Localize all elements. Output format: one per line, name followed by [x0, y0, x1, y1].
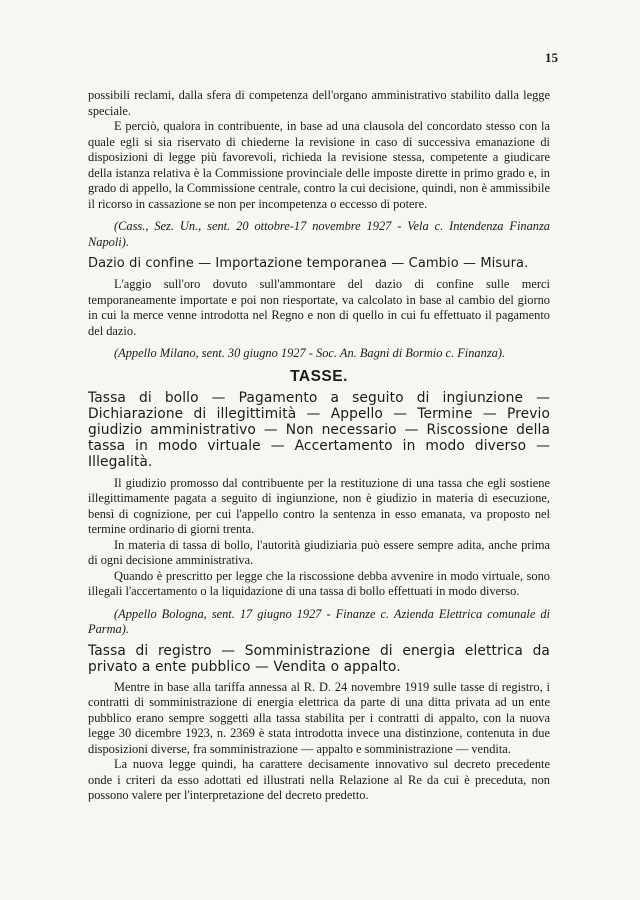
page-number: 15	[545, 50, 558, 65]
citation-cassazione: (Cass., Sez. Un., sent. 20 ottobre-17 novembre 1927 - Vela c. Intendenza Finanza Napoli).	[88, 219, 550, 249]
heading-tassa-di-registro: Tassa di registro — Somministrazione di energia elettrica da privato a ente pubblico — Vendita o appalto.	[88, 642, 550, 675]
paragraph-tariffa-registro: Mentre in base alla tariffa annessa al R. D. 24 novembre 1919 sulle tasse di registro, i contratti di somministrazione di energia elettrica da parte di una ditta privata ad un ente pubblico erano sempre soggetti alla tassa stabilita per i contratti di appalto, con la nuova legge 30 dicembre 1923, n. 2369 è stata introdotta invece una distinzione, contenuta in due disposizioni diverse, fra somministrazione — appalto e somministrazione — vendita.	[88, 679, 550, 756]
section-title-tasse: TASSE.	[290, 367, 348, 385]
paragraph-autorita-giudiziaria: In materia di tassa di bollo, l'autorità giudiziaria può essere sempre adita, anche prima di ogni decisione amministrativa.	[88, 537, 550, 568]
citation-appello-milano: (Appello Milano, sent. 30 giugno 1927 - Soc. An. Bagni di Bormio c. Finanza).	[114, 346, 506, 360]
paragraph-aggio-oro: L'aggio sull'oro dovuto sull'ammontare del dazio di confine sulle merci temporaneamente importate e poi non riesportate, va calcolato in base al cambio del giorno in cui la merce venne introdotta nel Regno e non di quello in cui fu effettuato il pagamento del dazio.	[88, 277, 550, 338]
paragraph-concordato: E perciò, qualora in contribuente, in base ad una clausola del concordato stesso con la quale egli si sia riservato di chiederne la revisione in caso di successiva emanazione di disposizioni di legge più favorevoli, richieda la revisione stessa, competente a giudicare della istanza relativa è la Commissione provinciale delle imposte dirette in primo grado e, in grado di appello, la Commissione centrale, contro la cui decisione, quindi, non è ammissibile il ricorso in cassazione se non per incompetenza o eccesso di potere.	[88, 119, 550, 211]
citation-appello-bologna: (Appello Bologna, sent. 17 giugno 1927 - Finanze c. Azienda Elettrica comunale di Parma).	[88, 606, 550, 637]
heading-dazio-di-confine: Dazio di confine — Importazione temporanea — Cambio — Misura.	[88, 256, 529, 271]
paragraph-nuova-legge: La nuova legge quindi, ha carattere decisamente innovativo sul decreto precedente onde i criteri da esso adottati ed illustrati nella Relazione al Re da cui è preceduta, non possono valere per l'interpretazione del decreto predetto.	[88, 757, 550, 803]
heading-tassa-di-bollo: Tassa di bollo — Pagamento a seguito di ingiunzione — Dichiarazione di illegittimità — Appello — Termine — Previo giudizio amministrativo — Non necessario — Riscossione della tassa in modo virtuale — Accertamento in modo diverso — Illegalità.	[88, 389, 550, 471]
paragraph-giudizio-restituzione: Il giudizio promosso dal contribuente per la restituzione di una tassa che egli sostiene illegittimamente pagata a seguito di ingiunzione, non è giudizio in materia di esecuzione, bensì di cognizione, per cui l'appello contro la sentenza in esso emanata, va proposto nel termine ordinario di giorni trenta.	[88, 475, 550, 537]
paragraph-riscossione-virtuale: Quando è prescritto per legge che la riscossione debba avvenire in modo virtuale, sono illegali l'accertamento o la liquidazione di una tassa di bollo effettuati in modo diverso.	[88, 568, 550, 599]
document-page	[88, 50, 558, 804]
paragraph-continuation: possibili reclami, dalla sfera di competenza dell'organo amministrativo stabilito dalla legge speciale.	[88, 88, 550, 118]
